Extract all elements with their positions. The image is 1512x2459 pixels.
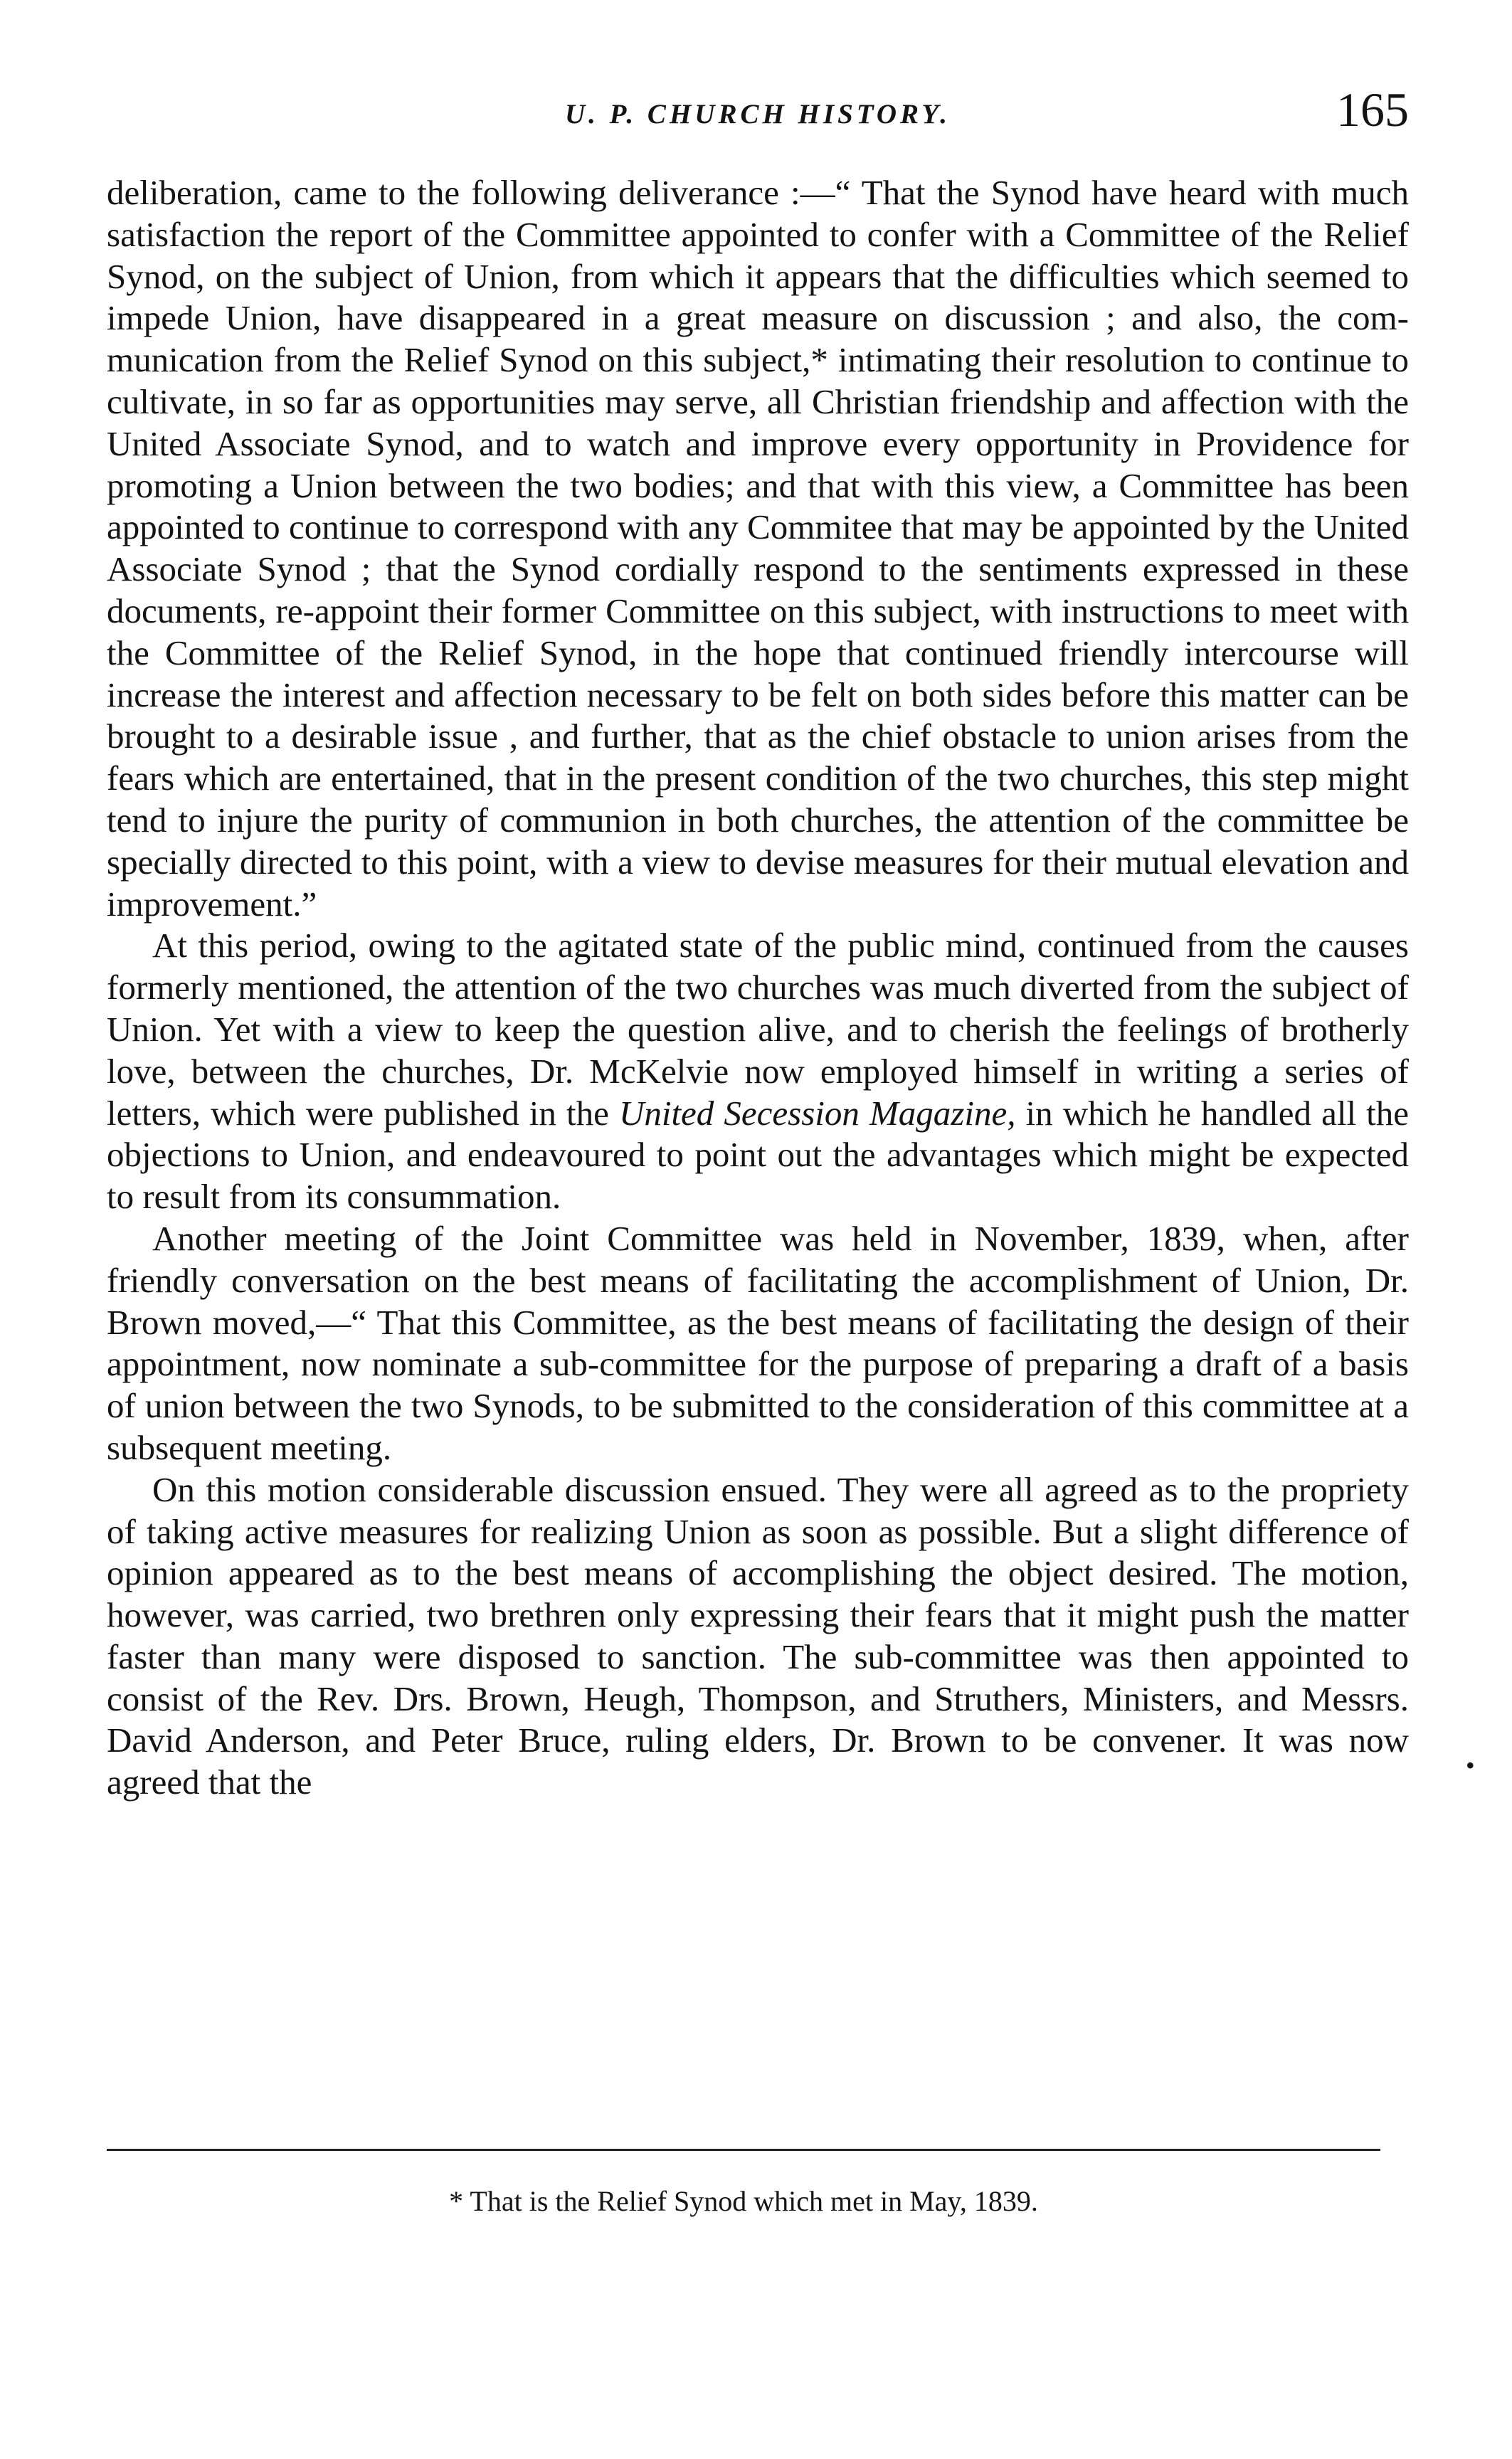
magazine-title: United Secession Magazine,	[618, 1093, 1016, 1133]
footnote-rule	[107, 2149, 1380, 2151]
paragraph-joint-committee: Another meeting of the Joint Committee was held in November, 1839, when, after friendly conversation on the best means of facilitating the accomplishment of Union, Dr. Brown moved,—“ That this Committee, as the best means of facilitating the design of their appointment, now nominate a sub-committee for the purpose of preparing a draft of a basis of union between the two Synods, to be submitted to the consideration of this committee at a subsequent meeting.	[107, 1218, 1409, 1467]
paragraph-text: in which he handled all the objections to Union, and endeavoured to point out the advantages which might be expected to result from its consummation.	[107, 1093, 1410, 1217]
paragraph-discussion: On this motion considerable discussion ensued. They were all agreed as to the propriety of taking active measures for realizing Union as soon as possible. But a slight difference of opinion appeared as to the best means of accomplishing the object desired. The motion, however, was carried, two brethren only expressing their fears that it might push the matter faster than many were disposed to sanction. The sub-committee was then appointed to consist of the Rev. Drs. Brown, Heugh, Thompson, and Struthers, Ministers, and Messrs. David Anderson, and Peter Bruce, ruling elders, Dr. Brown to be convener. It was now agreed that the	[107, 1469, 1409, 1802]
running-head: U. P. CHURCH HISTORY.	[564, 99, 951, 129]
paragraph-deliverance: deliberation, came to the following deliverance :—“ That the Synod have heard with much satisfaction the report of the Committee appointed to confer with a Committee of the Relief Synod, on the subject of Union, from which it appears that the difficulties which seemed to impede Union, have disappeared in a great measure on discussion ; and also, the communication from the Relief Synod on this subject,* intimating their resolution to continue to cultivate, in so far as opportunities may serve, all Christian friendship and affection with the United Associate Synod, and to watch and improve every opportunity in Providence for promoting a Union between the two bodies; and that with this view, a Committee has been appointed to continue to correspond with any Commitee that may be appointed by the United Associate Synod ; that the Synod cordially respond to the sentiments expressed in these documents, re-appoint their former Committee on this subject, with instructions to meet with the Committee of the Relief Synod, in the hope that continued friendly intercourse will increase the interest and affection necessary to be felt on both sides before this matter can be brought to a desirable issue , and further, that as the chief obstacle to union arises from the fears which are entertained, that in the present condition of the two churches, this step might tend to injure the purity of communion in both churches, the attention of the committee be specially directed to this point, with a view to devise measures for their mutual elevation and improvement.”	[107, 173, 1409, 924]
body-text	[107, 172, 1409, 1804]
page-header	[107, 85, 1409, 157]
paragraph-agitated-state	[107, 925, 1409, 1218]
page-number: 165	[1336, 83, 1409, 137]
paragraph-text: At this period, owing to the agitated state of the public mind, continued from the causes formerly mentioned, the attention of the two churches was much diverted from the subject of Union. Yet with a view to keep the question alive, and to cherish the feelings of brotherly love, between the churches, Dr. McKelvie now employed himself in writing a series of letters, which were published in the	[107, 926, 1409, 1133]
margin-dot: •	[1466, 1751, 1475, 1780]
footnote: * That is the Relief Synod which met in May, 1839.	[449, 2185, 1038, 2217]
book-page	[107, 85, 1409, 2405]
